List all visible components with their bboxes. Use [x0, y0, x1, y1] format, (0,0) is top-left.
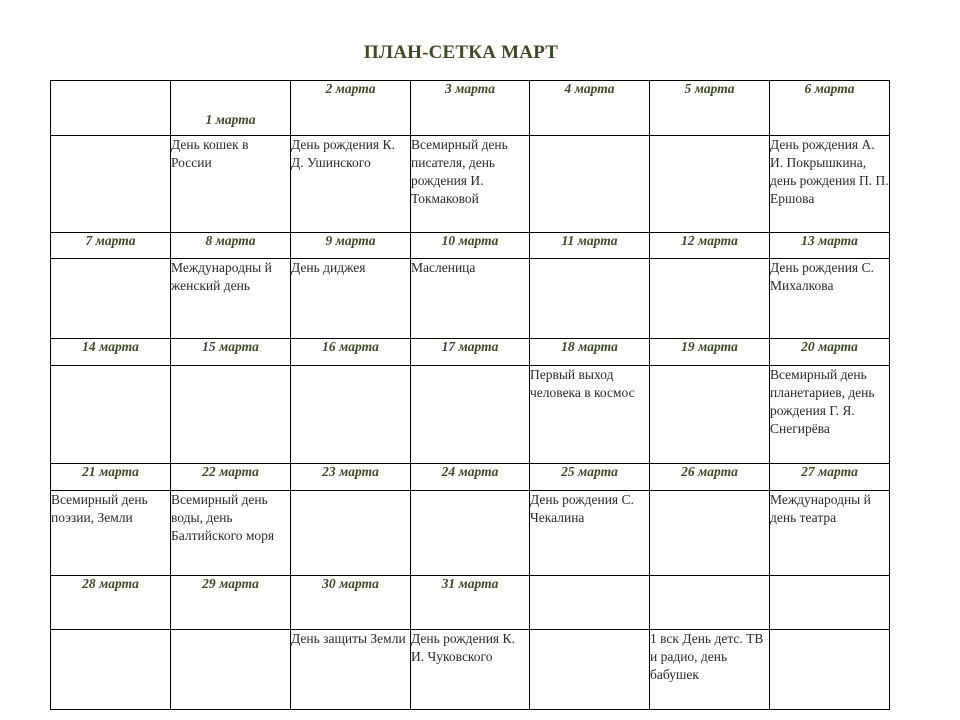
event-row: [51, 366, 890, 464]
event-cell: [291, 366, 411, 464]
date-label: 22 марта: [202, 464, 259, 479]
event-cell: [51, 136, 171, 233]
date-cell: [530, 464, 650, 491]
date-cell: [51, 576, 171, 630]
event-cell: [411, 259, 530, 339]
date-cell: [411, 576, 530, 630]
event-cell: [291, 259, 411, 339]
date-label: 7 марта: [85, 233, 136, 248]
date-cell: [770, 233, 890, 259]
date-cell: [291, 576, 411, 630]
date-row: [51, 233, 890, 259]
date-label: 23 марта: [322, 464, 379, 479]
date-cell: [411, 81, 530, 136]
event-cell: [411, 630, 530, 710]
date-label: 9 марта: [325, 233, 376, 248]
event-cell: [291, 136, 411, 233]
date-label: 18 марта: [561, 339, 618, 354]
date-row: [51, 81, 890, 136]
event-cell: [770, 259, 890, 339]
event-text: Первый выход человека в космос: [530, 367, 635, 400]
date-cell: [291, 81, 411, 136]
date-cell: [411, 233, 530, 259]
date-cell: [291, 339, 411, 366]
date-cell: [51, 233, 171, 259]
event-text: День диджея: [291, 260, 366, 275]
date-cell: [650, 339, 770, 366]
date-cell: [650, 233, 770, 259]
event-cell: [650, 136, 770, 233]
event-cell: [411, 366, 530, 464]
event-cell: [411, 136, 530, 233]
date-cell: [291, 464, 411, 491]
event-row: [51, 491, 890, 576]
date-cell: [411, 339, 530, 366]
date-cell: [770, 464, 890, 491]
page-title: ПЛАН-СЕТКА МАРТ: [363, 42, 559, 63]
date-label: 6 марта: [804, 81, 855, 96]
event-cell: [770, 366, 890, 464]
date-cell: [770, 339, 890, 366]
date-label: 15 марта: [202, 339, 259, 354]
event-cell: [171, 259, 291, 339]
event-cell: [171, 366, 291, 464]
event-cell: [411, 491, 530, 576]
date-cell: [171, 81, 291, 136]
date-cell: [171, 464, 291, 491]
event-cell: [51, 630, 171, 710]
event-cell: [650, 259, 770, 339]
event-cell: [291, 630, 411, 710]
event-text: День защиты Земли: [291, 631, 406, 646]
date-cell: [530, 576, 650, 630]
date-cell: [770, 81, 890, 136]
event-text: Всемирный день планетариев, день рождения Г. Я. Снегирёва: [770, 367, 875, 436]
event-text: 1 вск День детс. ТВ и радио, день бабушек: [650, 631, 764, 682]
date-label: 4 марта: [564, 81, 615, 96]
event-cell: [770, 136, 890, 233]
event-text: Международны й женский день: [171, 260, 272, 293]
event-text: Всемирный день воды, день Балтийского моря: [171, 492, 275, 543]
date-label: 29 марта: [202, 576, 259, 591]
event-cell: [650, 366, 770, 464]
event-row: [51, 136, 890, 233]
event-text: День рождения К. И. Чуковского: [411, 631, 515, 664]
event-cell: [530, 630, 650, 710]
event-cell: [51, 366, 171, 464]
date-cell: [650, 81, 770, 136]
date-label: 2 марта: [325, 81, 376, 96]
date-cell: [171, 576, 291, 630]
date-label: 30 марта: [322, 576, 379, 591]
event-cell: [51, 259, 171, 339]
date-cell: [51, 464, 171, 491]
date-cell: [530, 233, 650, 259]
calendar-grid: [50, 80, 890, 710]
date-label: 16 марта: [322, 339, 379, 354]
event-cell: [530, 259, 650, 339]
event-row: [51, 259, 890, 339]
date-cell: [770, 576, 890, 630]
date-label: 3 марта: [445, 81, 495, 96]
event-cell: [530, 136, 650, 233]
date-label: 25 марта: [561, 464, 618, 479]
date-label: 28 марта: [82, 576, 139, 591]
event-cell: [650, 491, 770, 576]
date-label: 17 марта: [441, 339, 499, 354]
date-label: 5 марта: [684, 81, 735, 96]
date-row: [51, 576, 890, 630]
event-cell: [650, 630, 770, 710]
event-cell: [291, 491, 411, 576]
date-row: [51, 464, 890, 491]
date-cell: [530, 81, 650, 136]
date-label: 10 марта: [441, 233, 499, 248]
event-cell: [171, 136, 291, 233]
date-label: 24 марта: [441, 464, 499, 479]
date-cell: [291, 233, 411, 259]
event-text: Масленица: [411, 260, 476, 275]
event-text: День кошек в России: [171, 137, 249, 170]
date-row: [51, 339, 890, 366]
event-cell: [770, 491, 890, 576]
date-label: 31 марта: [441, 576, 499, 591]
date-cell: [51, 81, 171, 136]
date-cell: [530, 339, 650, 366]
date-label: 8 марта: [205, 233, 256, 248]
date-cell: [411, 464, 530, 491]
event-text: Всемирный день поэзии, Земли: [51, 492, 148, 525]
date-cell: [171, 233, 291, 259]
date-cell: [51, 339, 171, 366]
date-label: 21 марта: [82, 464, 139, 479]
date-label: 26 марта: [681, 464, 738, 479]
event-cell: [51, 491, 171, 576]
date-label: 1 марта: [205, 112, 256, 127]
event-text: Международны й день театра: [770, 492, 871, 525]
event-text: День рождения А. И. Покрышкина, день рождения П. П. Ершова: [770, 137, 889, 206]
event-text: Всемирный день писателя, день рождения И. Токмаковой: [411, 137, 508, 206]
date-label: 20 марта: [801, 339, 858, 354]
event-cell: [171, 491, 291, 576]
date-label: 12 марта: [681, 233, 738, 248]
date-label: 27 марта: [801, 464, 858, 479]
event-text: День рождения С. Чекалина: [530, 492, 634, 525]
event-text: День рождения С. Михалкова: [770, 260, 874, 293]
event-text: День рождения К. Д. Ушинского: [291, 137, 395, 170]
date-label: 14 марта: [82, 339, 139, 354]
date-label: 19 марта: [681, 339, 738, 354]
event-cell: [171, 630, 291, 710]
event-row: [51, 630, 890, 710]
event-cell: [770, 630, 890, 710]
event-cell: [530, 491, 650, 576]
date-cell: [171, 339, 291, 366]
event-cell: [530, 366, 650, 464]
date-cell: [650, 464, 770, 491]
date-label: 11 марта: [561, 233, 618, 248]
date-cell: [650, 576, 770, 630]
date-label: 13 марта: [801, 233, 858, 248]
